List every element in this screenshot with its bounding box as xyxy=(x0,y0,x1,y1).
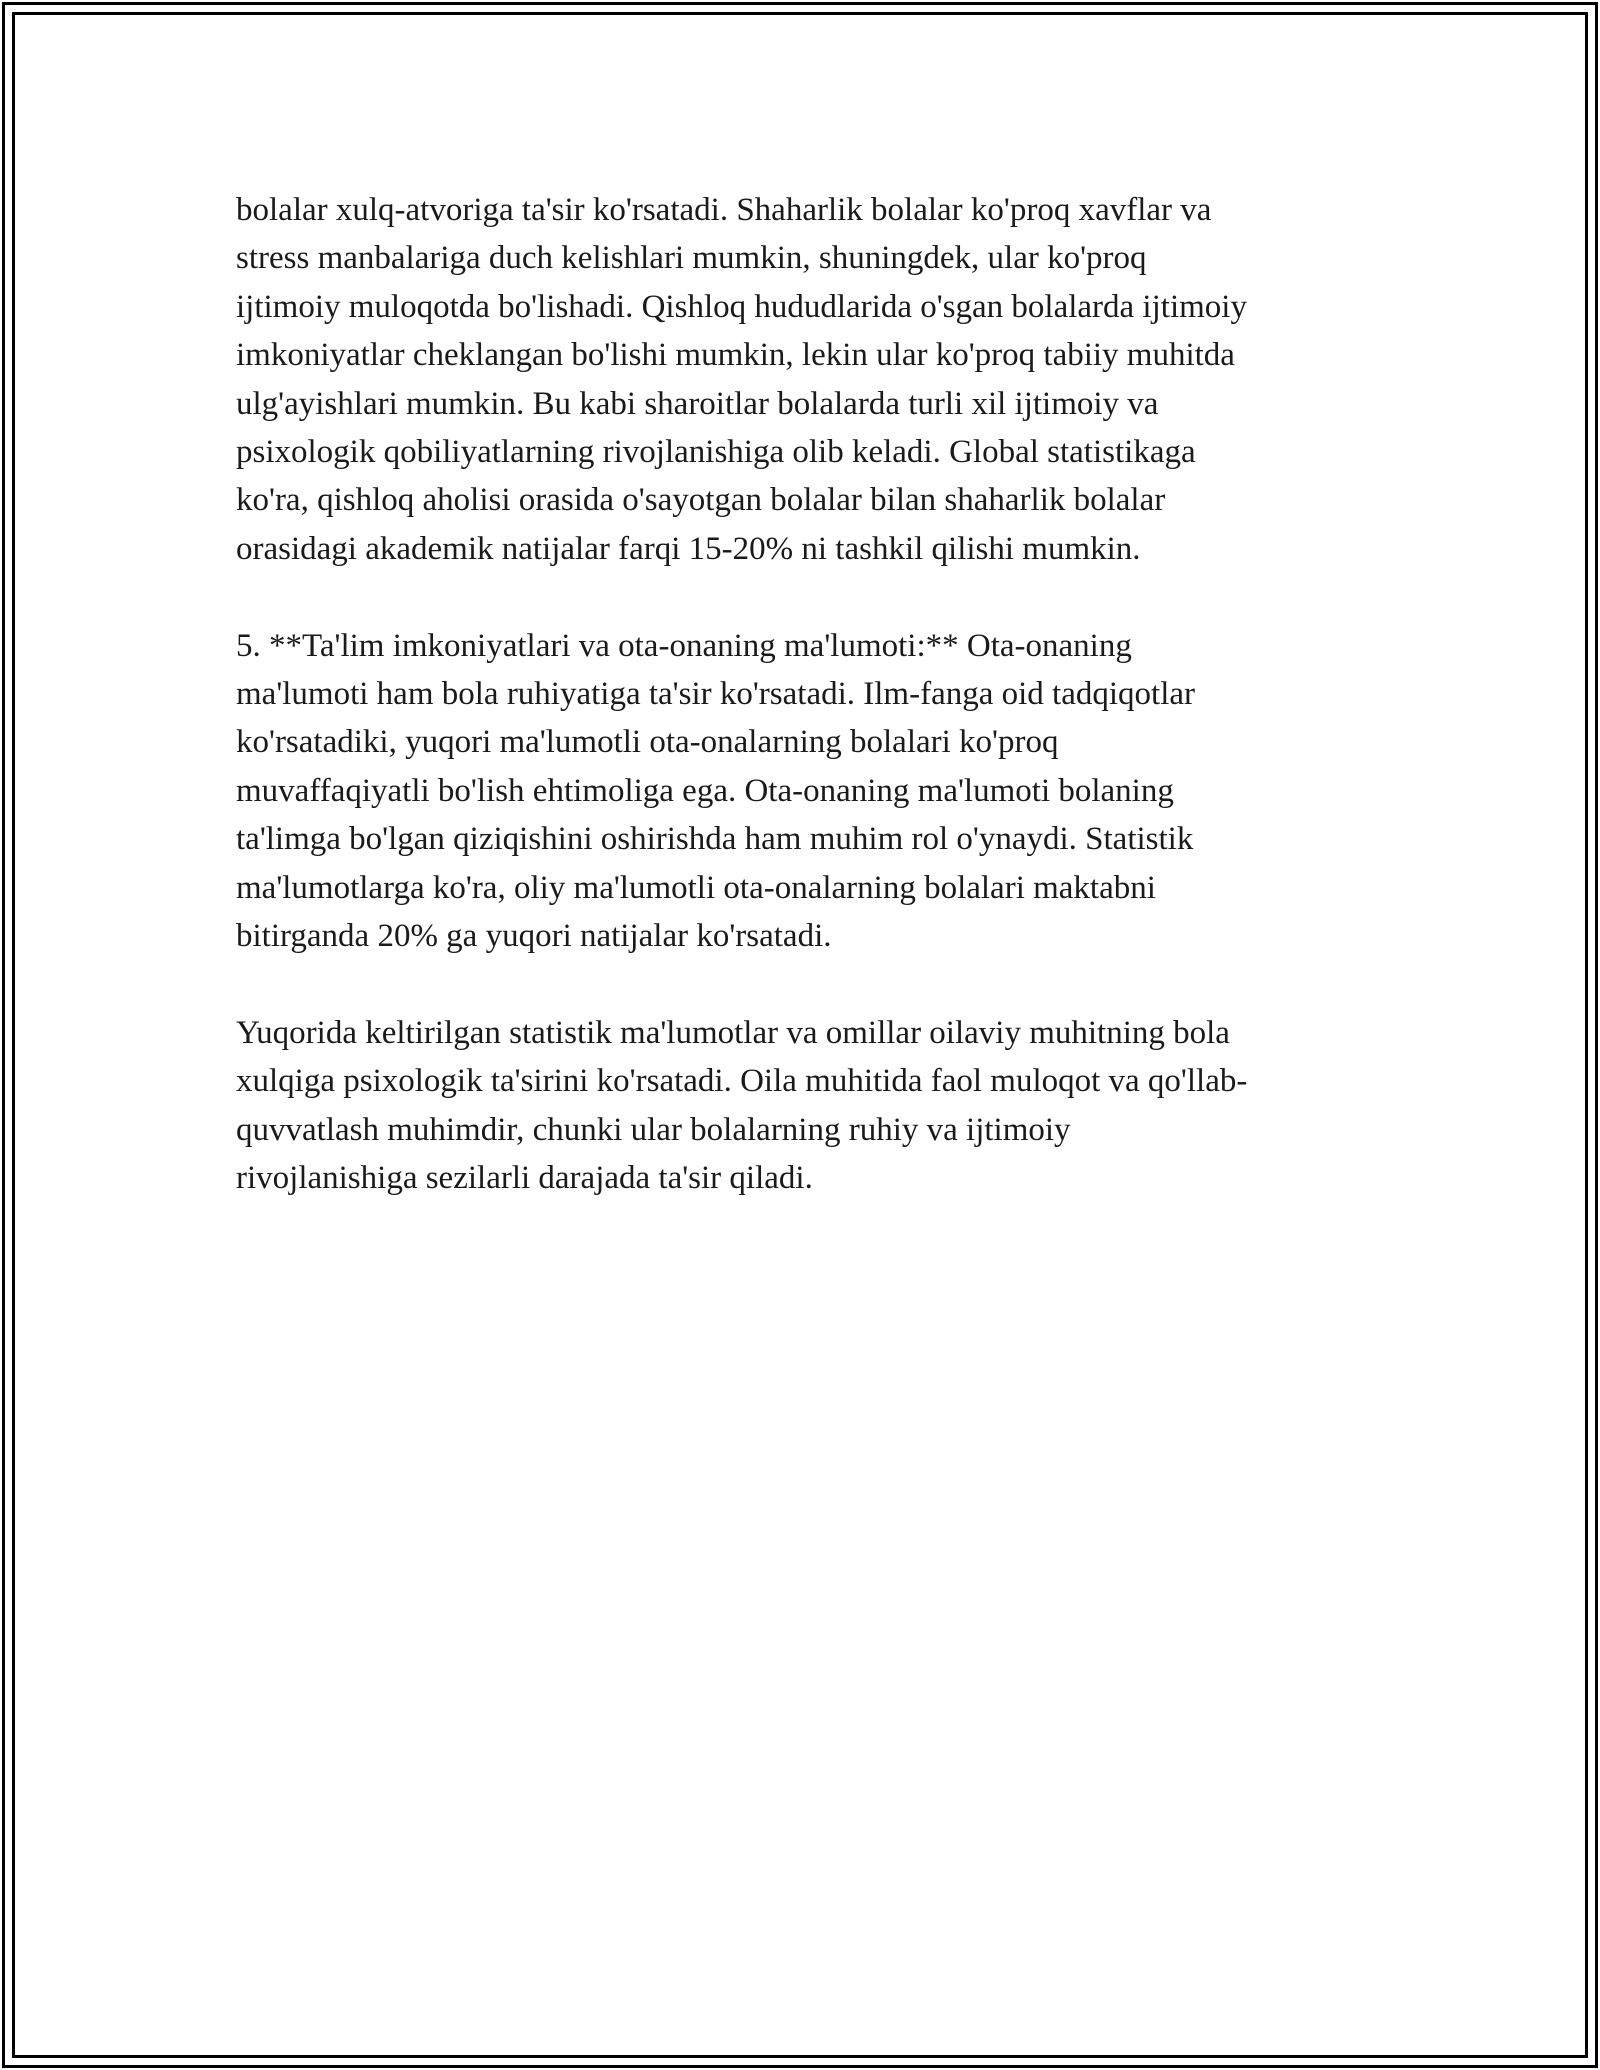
text-line: bitirganda 20% ga yuqori natijalar ko'rsatadi. xyxy=(236,918,832,955)
document-body xyxy=(236,186,1366,1203)
paragraph-conclusion xyxy=(236,1009,1366,1203)
text-line: ijtimoiy muloqotda bo'lishadi. Qishloq hududlarida o'sgan bolalarda ijtimoiy xyxy=(236,288,1247,325)
text-line: muvaffaqiyatli bo'lish ehtimoliga ega. Ota-onaning ma'lumoti bolaning xyxy=(236,772,1174,809)
paragraph-urban-rural xyxy=(236,186,1366,573)
text-line: psixologik qobiliyatlarning rivojlanishiga olib keladi. Global statistikaga xyxy=(236,434,1196,471)
text-line: xulqiga psixologik ta'sirini ko'rsatadi. Oila muhitida faol muloqot va qo'llab- xyxy=(236,1063,1248,1100)
text-line: ko'rsatadiki, yuqori ma'lumotli ota-onalarning bolalari ko'proq xyxy=(236,724,1059,761)
text-line: 5. **Ta'lim imkoniyatlari va ota-onaning ma'lumoti:** Ota-onaning xyxy=(236,627,1132,664)
paragraph-spacer xyxy=(236,960,1366,1008)
text-line: ma'lumoti ham bola ruhiyatiga ta'sir ko'rsatadi. Ilm-fanga oid tadqiqotlar xyxy=(236,676,1195,713)
text-line: imkoniyatlar cheklangan bo'lishi mumkin, lekin ular ko'proq tabiiy muhitda xyxy=(236,337,1235,374)
text-line: Yuqorida keltirilgan statistik ma'lumotlar va omillar oilaviy muhitning bola xyxy=(236,1014,1230,1051)
text-line: rivojlanishiga sezilarli darajada ta'sir qiladi. xyxy=(236,1160,813,1197)
text-line: bolalar xulq-atvoriga ta'sir ko'rsatadi. Shaharlik bolalar ko'proq xavflar va xyxy=(236,192,1212,228)
text-line: quvvatlash muhimdir, chunki ular bolalarning ruhiy va ijtimoiy xyxy=(236,1111,1071,1148)
text-line: ta'limga bo'lgan qiziqishini oshirishda ham muhim rol o'ynaydi. Statistik xyxy=(236,821,1194,858)
text-line: stress manbalariga duch kelishlari mumkin, shuningdek, ular ko'proq xyxy=(236,240,1147,277)
text-line: orasidagi akademik natijalar farqi 15-20% ni tashkil qilishi mumkin. xyxy=(236,530,1141,567)
text-line: ma'lumotlarga ko'ra, oliy ma'lumotli ota-onalarning bolalari maktabni xyxy=(236,869,1156,906)
text-line: ko'ra, qishloq aholisi orasida o'sayotgan bolalar bilan shaharlik bolalar xyxy=(236,482,1166,519)
paragraph-spacer xyxy=(236,573,1366,621)
paragraph-parent-education xyxy=(236,622,1366,961)
text-line: ulg'ayishlari mumkin. Bu kabi sharoitlar bolalarda turli xil ijtimoiy va xyxy=(236,385,1159,422)
